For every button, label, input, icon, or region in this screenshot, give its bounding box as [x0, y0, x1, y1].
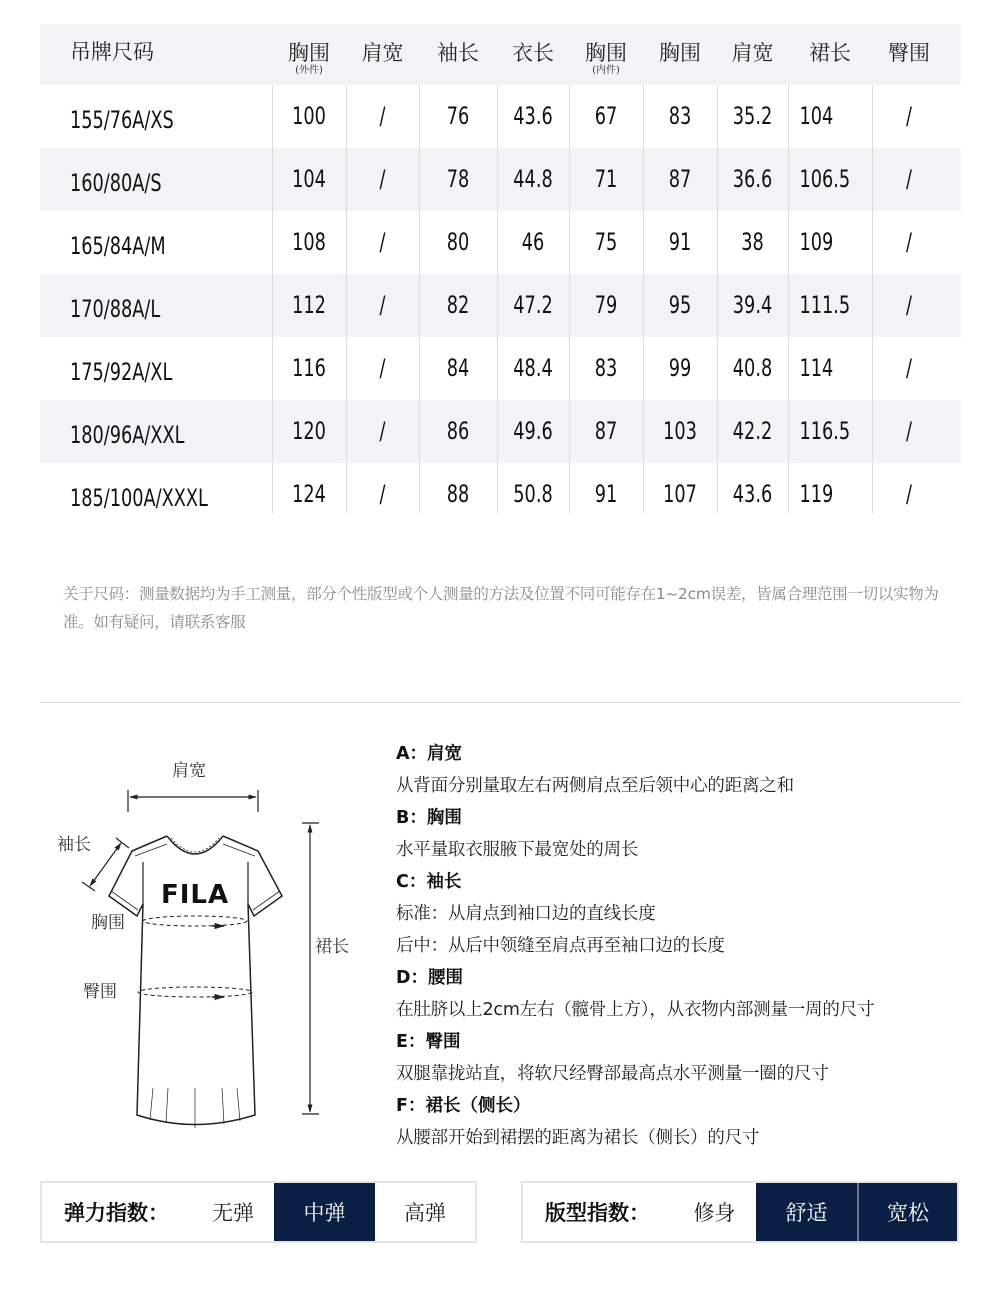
- measurement-cell: /: [379, 480, 386, 508]
- header-cell: 肩宽: [731, 41, 774, 65]
- measurement-cell: 106.5: [799, 165, 851, 193]
- measurement-cell: 83: [594, 354, 618, 382]
- measurement-cell: 104: [292, 165, 326, 193]
- skirt-label: 裙长: [315, 937, 349, 957]
- table-row: [40, 148, 961, 211]
- table-row: [40, 211, 961, 274]
- column-divider: [643, 85, 644, 513]
- definition-title: C：袖长: [396, 872, 462, 892]
- measurement-cell: 50.8: [513, 480, 553, 508]
- definition-title: D：腰围: [396, 968, 464, 988]
- definition-title: A：肩宽: [396, 744, 463, 764]
- measurement-cell: 120: [292, 417, 326, 445]
- measurement-cell: 48.4: [513, 354, 553, 382]
- measurement-definitions: [396, 740, 976, 1156]
- table-row: [40, 337, 961, 400]
- header-cell: 胸围: [659, 41, 701, 65]
- measurement-cell: 104: [799, 102, 834, 130]
- measurement-cell: 78: [446, 165, 470, 193]
- hip-label: 臀围: [83, 982, 117, 1002]
- header-cell: 裙长: [809, 41, 851, 65]
- measurement-cell: 36.6: [732, 165, 773, 193]
- measurement-cell: 84: [446, 354, 470, 382]
- measurement-cell: 49.6: [513, 417, 553, 445]
- size-label-cell: 185/100A/XXXL: [70, 484, 208, 512]
- measurement-cell: /: [379, 291, 386, 319]
- measurement-cell: 91: [668, 228, 692, 256]
- table-row: [40, 274, 961, 337]
- header-cell: 肩宽: [361, 41, 404, 65]
- size-label-cell: 170/88A/L: [70, 295, 161, 323]
- elasticity-option: 高弹: [404, 1201, 446, 1225]
- size-label-cell: 165/84A/M: [70, 232, 166, 260]
- measurement-cell: 82: [446, 291, 470, 319]
- definition-text: 双腿靠拢站直，将软尺经臀部最高点水平测量一圈的尺寸: [396, 1064, 829, 1084]
- column-divider: [872, 85, 873, 513]
- measurement-cell: 114: [799, 354, 834, 382]
- measurement-cell: /: [379, 354, 386, 382]
- definition-title: F：裙长（侧长）: [396, 1096, 531, 1116]
- shoulder-width-arrow: [128, 790, 258, 812]
- table-row: [40, 400, 961, 463]
- measurement-cell: 76: [446, 102, 470, 130]
- fit-option: 修身: [693, 1201, 736, 1225]
- measurement-cell: 124: [292, 480, 326, 508]
- header-cell: 胸围 (内件): [585, 41, 627, 76]
- definition-text: 从腰部开始到裙摆的距离为裙长（侧长）的尺寸: [396, 1128, 760, 1148]
- measurement-cell: 46: [521, 228, 545, 256]
- size-label-cell: 180/96A/XXL: [70, 421, 185, 449]
- measurement-cell: 39.4: [732, 291, 773, 319]
- measurement-cell: 67: [594, 102, 618, 130]
- garment-diagram: [40, 740, 380, 1140]
- measurement-cell: /: [379, 165, 386, 193]
- definition-text: 水平量取衣服腋下最宽处的周长: [396, 840, 639, 860]
- measurement-cell: 47.2: [513, 291, 553, 319]
- column-divider: [569, 85, 570, 513]
- table-header: [40, 24, 961, 85]
- measurement-cell: /: [906, 417, 912, 445]
- measurement-cell: 109: [799, 228, 834, 256]
- header-cell: 袖长: [437, 41, 479, 65]
- elasticity-option: 无弹: [212, 1201, 254, 1225]
- fila-logo: FILA: [160, 880, 230, 910]
- measurement-cell: /: [379, 102, 386, 130]
- measurement-cell: 116.5: [799, 417, 851, 445]
- measurement-cell: 112: [292, 291, 326, 319]
- measurement-cell: 103: [663, 417, 697, 445]
- size-note: 关于尺码：测量数据均为手工测量，部分个性版型或个人测量的方法及位置不同可能存在1~2cm误差，皆属合理范围一切以实物为准。如有疑问，请联系客服: [63, 585, 939, 631]
- measurement-cell: 111.5: [799, 291, 851, 319]
- chest-label: 胸围: [91, 913, 125, 933]
- measurement-cell: 95: [668, 291, 692, 319]
- definition-text: 标准：从肩点到袖口边的直线长度: [396, 904, 656, 924]
- table-row: [40, 463, 961, 526]
- measurement-cell: 107: [663, 480, 697, 508]
- measurement-cell: 119: [799, 480, 834, 508]
- size-label-cell: 155/76A/XS: [70, 106, 174, 134]
- fit-index: [521, 1181, 959, 1243]
- section-divider: [40, 702, 961, 703]
- measurement-cell: /: [379, 417, 386, 445]
- measurement-cell: 87: [594, 417, 618, 445]
- size-label-cell: 175/92A/XL: [70, 358, 173, 386]
- measurement-cell: 44.8: [513, 165, 553, 193]
- table-row: [40, 85, 961, 148]
- measurement-cell: 116: [292, 354, 326, 382]
- definition-text: 后中：从后中领缝至肩点再至袖口边的长度: [396, 936, 725, 956]
- fit-label: 版型指数：: [545, 1201, 650, 1225]
- measurement-cell: 108: [292, 228, 326, 256]
- measurement-cell: 40.8: [732, 354, 773, 382]
- sleeve-label: 袖长: [57, 835, 91, 855]
- elasticity-index: [40, 1181, 477, 1243]
- size-table: [40, 24, 961, 526]
- measurement-cell: 43.6: [513, 102, 553, 130]
- definition-text: 从背面分别量取左右两侧肩点至后领中心的距离之和: [396, 776, 794, 796]
- measurement-cell: 91: [594, 480, 618, 508]
- fit-option-selected: 舒适: [756, 1183, 857, 1241]
- measurement-cell: /: [906, 480, 912, 508]
- measurement-cell: /: [906, 228, 912, 256]
- column-divider: [272, 85, 273, 513]
- measurement-cell: /: [906, 102, 912, 130]
- column-divider: [419, 85, 420, 513]
- skirt-length-arrow: [302, 823, 319, 1114]
- measurement-cell: 99: [668, 354, 692, 382]
- measurement-cell: 79: [594, 291, 618, 319]
- header-cell: 胸围 (外件): [288, 41, 330, 76]
- measurement-cell: 83: [668, 102, 692, 130]
- measurement-cell: 80: [446, 228, 470, 256]
- size-label-cell: 160/80A/S: [70, 169, 162, 197]
- column-divider: [346, 85, 347, 513]
- column-divider: [717, 85, 718, 513]
- definition-title: B：胸围: [396, 808, 462, 828]
- elasticity-option-selected: 中弹: [274, 1183, 375, 1241]
- measurement-cell: 71: [594, 165, 618, 193]
- measurement-cell: 75: [594, 228, 618, 256]
- measurement-cell: /: [906, 354, 912, 382]
- measurement-cell: /: [906, 291, 912, 319]
- fit-option-selected: 宽松: [857, 1183, 957, 1241]
- header-cell: 衣长: [512, 41, 554, 65]
- measurement-cell: 88: [446, 480, 470, 508]
- shoulder-label: 肩宽: [172, 761, 206, 781]
- measurement-cell: /: [906, 165, 912, 193]
- header-cell: 吊牌尺码: [70, 40, 154, 64]
- measurement-cell: 100: [292, 102, 326, 130]
- measurement-cell: 42.2: [732, 417, 773, 445]
- column-divider: [497, 85, 498, 513]
- measurement-cell: /: [379, 228, 386, 256]
- column-divider: [788, 85, 789, 513]
- measurement-cell: 87: [668, 165, 692, 193]
- elasticity-label: 弹力指数：: [64, 1201, 169, 1225]
- measurement-cell: 86: [446, 417, 470, 445]
- measurement-cell: 35.2: [732, 102, 773, 130]
- header-cell: 臀围: [888, 41, 930, 65]
- definition-text: 在肚脐以上2cm左右（髋骨上方），从衣物内部测量一周的尺寸: [396, 1000, 875, 1020]
- definition-title: E：臀围: [396, 1032, 461, 1052]
- measurement-cell: 43.6: [732, 480, 773, 508]
- measurement-cell: 38: [741, 228, 764, 256]
